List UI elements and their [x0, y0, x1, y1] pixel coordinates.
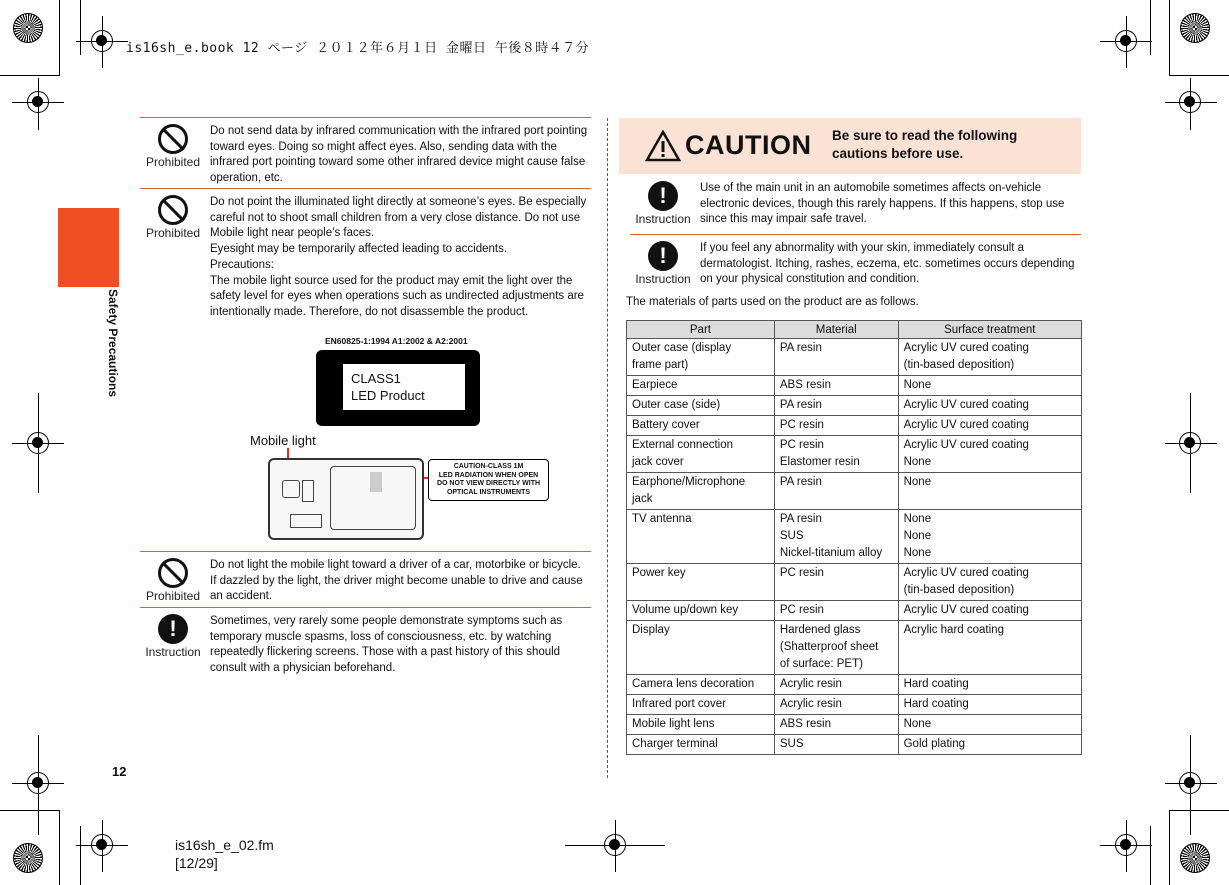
table-cell: Power key — [627, 564, 775, 601]
table-cell: External connection jack cover — [627, 436, 775, 473]
prohibited-icon — [158, 195, 188, 225]
standard-label: EN60825-1:1994 A1:2002 & A2:2001 — [325, 336, 468, 346]
table-cell: Acrylic UV cured coating — [898, 396, 1081, 416]
caution-header — [619, 118, 1081, 174]
icon-caption: Prohibited — [145, 155, 201, 169]
table-cell: Volume up/down key — [627, 601, 775, 621]
table-cell: Hardened glass (Shatterproof sheet of surface: PET) — [774, 621, 898, 675]
table-body — [627, 339, 1082, 755]
table-cell: Acrylic hard coating — [898, 621, 1081, 675]
table-row — [627, 510, 1082, 564]
class-line-2: LED Product — [351, 388, 425, 403]
table-cell: Acrylic resin — [774, 695, 898, 715]
table-row — [627, 396, 1082, 416]
table-row — [627, 715, 1082, 735]
table-cell: Acrylic UV cured coating None — [898, 436, 1081, 473]
table-row — [627, 601, 1082, 621]
class-line-1: CLASS1 — [351, 371, 401, 386]
table-cell: Hard coating — [898, 675, 1081, 695]
table-cell: None — [898, 376, 1081, 396]
table-cell: None — [898, 715, 1081, 735]
table-cell: PC resin Elastomer resin — [774, 436, 898, 473]
table-row — [627, 436, 1082, 473]
instruction-icon: ! — [648, 181, 678, 211]
table-cell: Mobile light lens — [627, 715, 775, 735]
caution-subtitle: Be sure to read the following cautions before use. — [832, 128, 1018, 161]
mobile-light-label: Mobile light — [250, 433, 316, 448]
warning-item — [140, 117, 591, 188]
table-cell: Acrylic UV cured coating — [898, 416, 1081, 436]
item-text: Do not point the illuminated light directly at someone’s eyes. Be especially careful not to shoot small children from a very close distance. Do not use Mobile light near people’s faces. Eyesight may be temporarily affected leading to accidents. Precautions: The mobile light source used for the product may emit the light over the safety level for eyes when operations such as undirected adjustments are intentionally made. Therefore, do not disassemble the product. — [210, 196, 587, 318]
star-target-icon — [1180, 13, 1210, 43]
warning-item — [140, 607, 591, 678]
materials-intro: The materials of parts used on the product are as follows. — [626, 296, 919, 308]
table-cell: Camera lens decoration — [627, 675, 775, 695]
table-cell: Earphone/Microphone jack — [627, 473, 775, 510]
item-text: Do not send data by infrared communication with the infrared port pointing toward eyes. Doing so might affect eyes. Also, sending data with the infrared port pointing toward some other infrared device might cause false operation, etc. — [210, 125, 588, 185]
table-cell: PC resin — [774, 564, 898, 601]
table-cell: Acrylic UV cured coating — [898, 601, 1081, 621]
caution-item — [630, 175, 1081, 233]
item-text: Sometimes, very rarely some people demonstrate symptoms such as temporary muscle spasms, loss of consciousness, etc. by watching repeatedly flickering screens. Those with a past history of this should consult with a physician beforehand. — [210, 615, 563, 675]
instruction-icon: ! — [158, 614, 188, 644]
item-text: Do not light the mobile light toward a driver of a car, motorbike or bicycle. If dazzled by the light, the driver might become unable to drive and cause an accident. — [210, 559, 583, 603]
table-cell: Outer case (display frame part) — [627, 339, 775, 376]
table-cell: PA resin SUS Nickel-titanium alloy — [774, 510, 898, 564]
table-cell: Acrylic resin — [774, 675, 898, 695]
warning-triangle-icon — [645, 130, 681, 162]
table-cell: None None None — [898, 510, 1081, 564]
section-tab — [58, 208, 119, 287]
icon-caption: Instruction — [635, 272, 691, 286]
table-cell: PA resin — [774, 396, 898, 416]
table-cell: PC resin — [774, 601, 898, 621]
table-cell: Charger terminal — [627, 735, 775, 755]
table-cell: SUS — [774, 735, 898, 755]
item-text: Use of the main unit in an automobile sometimes affects on-vehicle electronic devices, though this rarely happens. If this happens, stop use since this may impair safe travel. — [700, 182, 1065, 226]
table-row — [627, 376, 1082, 396]
caution-class-label: CAUTION-CLASS 1M LED RADIATION WHEN OPEN DO NOT VIEW DIRECTLY WITH OPTICAL INSTRUMENTS — [428, 459, 549, 501]
star-target-icon — [13, 13, 43, 43]
table-cell: Infrared port cover — [627, 695, 775, 715]
table-cell: Acrylic UV cured coating (tin-based deposition) — [898, 339, 1081, 376]
column-divider — [607, 118, 608, 778]
table-cell: Display — [627, 621, 775, 675]
icon-caption: Instruction — [145, 645, 201, 659]
table-row — [627, 339, 1082, 376]
phone-back-illustration — [268, 458, 424, 540]
table-row — [627, 473, 1082, 510]
prohibited-icon — [158, 124, 188, 154]
table-cell: Hard coating — [898, 695, 1081, 715]
column-header: Part — [627, 321, 775, 339]
table-cell: None — [898, 473, 1081, 510]
footer-filename: is16sh_e_02.fm — [175, 837, 274, 853]
class-label-text — [343, 364, 465, 410]
icon-caption: Prohibited — [145, 589, 201, 603]
item-text: If you feel any abnormality with your skin, immediately consult a dermatologist. Itching, rashes, eczema, etc. sometimes occurs depending on your physical constitution and condition. — [700, 242, 1075, 286]
table-row — [627, 735, 1082, 755]
icon-caption: Prohibited — [145, 226, 201, 240]
table-cell: Outer case (side) — [627, 396, 775, 416]
table-header-row — [627, 321, 1082, 339]
icon-caption: Instruction — [635, 212, 691, 226]
table-cell: Earpiece — [627, 376, 775, 396]
footer-file-info — [175, 836, 274, 872]
table-row — [627, 695, 1082, 715]
table-cell: PA resin — [774, 339, 898, 376]
page-number: 12 — [112, 764, 127, 779]
table-row — [627, 416, 1082, 436]
materials-table — [626, 320, 1082, 755]
table-cell: ABS resin — [774, 376, 898, 396]
column-header: Material — [774, 321, 898, 339]
table-cell: ABS resin — [774, 715, 898, 735]
caution-title: CAUTION — [685, 130, 812, 160]
star-target-icon — [13, 843, 43, 873]
table-cell: Battery cover — [627, 416, 775, 436]
table-cell: Acrylic UV cured coating (tin-based deposition) — [898, 564, 1081, 601]
table-cell: Gold plating — [898, 735, 1081, 755]
table-cell: TV antenna — [627, 510, 775, 564]
prohibited-icon — [158, 558, 188, 588]
warning-item — [140, 551, 591, 608]
table-row — [627, 564, 1082, 601]
table-cell: PA resin — [774, 473, 898, 510]
table-row — [627, 621, 1082, 675]
footer-page-ref: [12/29] — [175, 855, 218, 871]
column-header: Surface treatment — [898, 321, 1081, 339]
book-file-stamp: is16sh_e.book 12 ページ ２０１２年６月１日 金曜日 午後８時４７分 — [126, 41, 590, 56]
table-cell: PC resin — [774, 416, 898, 436]
table-row — [627, 675, 1082, 695]
caution-item — [630, 234, 1081, 293]
section-label: Safety Precautions — [106, 289, 120, 398]
instruction-icon: ! — [648, 241, 678, 271]
star-target-icon — [1180, 843, 1210, 873]
